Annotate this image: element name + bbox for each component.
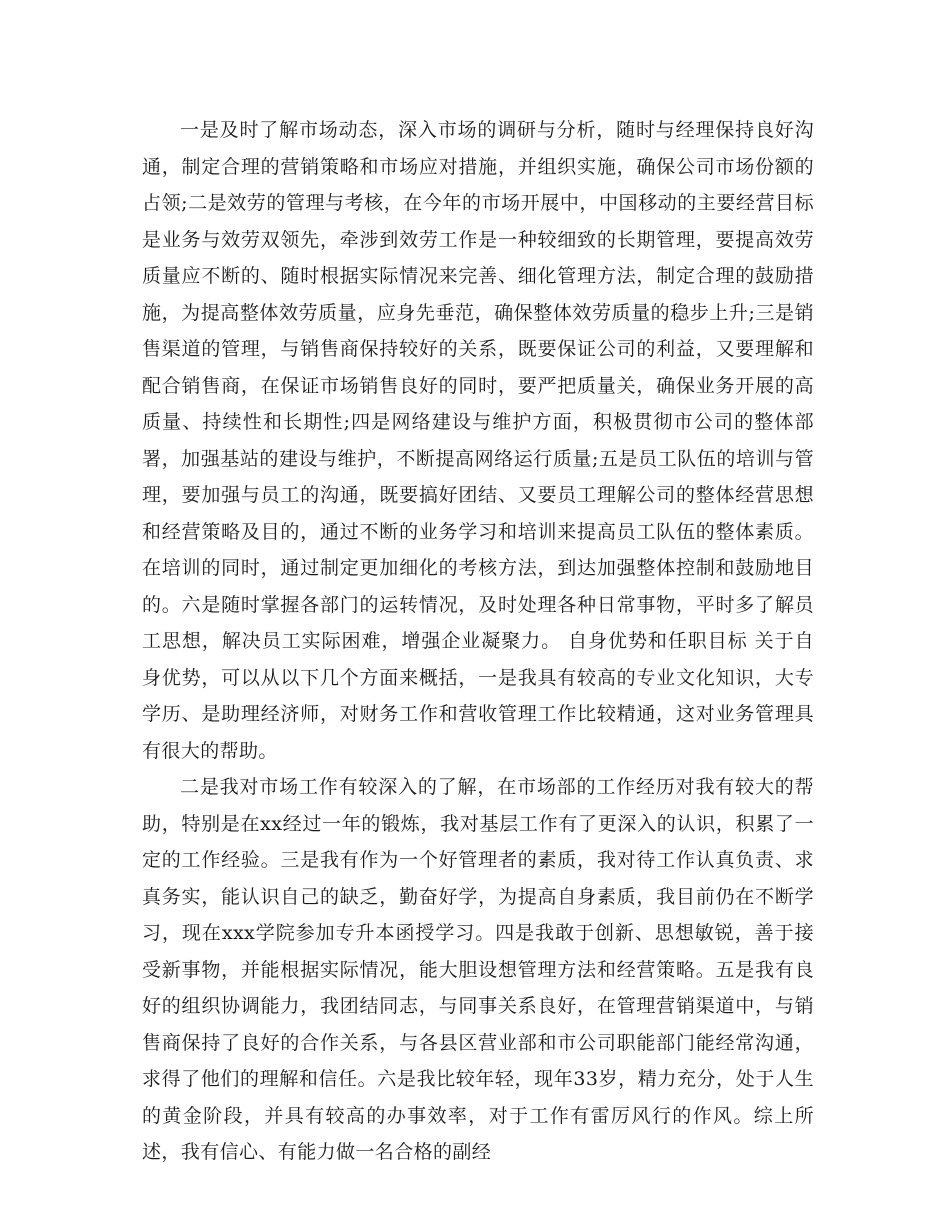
body-text [142,112,814,1171]
paragraph-1: 一是及时了解市场动态，深入市场的调研与分析，随时与经理保持良好沟通，制定合理的营销策略和市场应对措施，并组织实施，确保公司市场份额的占领;二是效劳的管理与考核，在今年的市场开展中，中国移动的主要经营目标是业务与效劳双领先，牵涉到效劳工作是一种较细致的长期管理，要提高效劳质量应不断的、随时根据实际情况来完善、细化管理方法，制定合理的鼓励措施，为提高整体效劳质量，应身先垂范，确保整体效劳质量的稳步上升;三是销售渠道的管理，与销售商保持较好的关系，既要保证公司的利益，又要理解和配合销售商，在保证市场销售良好的同时，要严把质量关，确保业务开展的高质量、持续性和长期性;四是网络建设与维护方面，积极贯彻市公司的整体部署，加强基站的建设与维护，不断提高网络运行质量;五是员工队伍的培训与管理，要加强与员工的沟通，既要搞好团结、又要员工理解公司的整体经营思想和经营策略及目的，通过不断的业务学习和培训来提高员工队伍的整体素质。在培训的同时，通过制定更加细化的考核方法，到达加强整体控制和鼓励地目的。六是随时掌握各部门的运转情况，及时处理各种日常事物，平时多了解员工思想，解决员工实际困难，增强企业凝聚力。 自身优势和任职目标 关于自身优势，可以从以下几个方面来概括，一是我具有较高的专业文化知识，大专学历、是助理经济师，对财务工作和营收管理工作比较精通，这对业务管理具有很大的帮助。 [142,119,814,762]
paragraph-2: 二是我对市场工作有较深入的了解，在市场部的工作经历对我有较大的帮助，特别是在xx经过一年的锻炼，我对基层工作有了更深入的认识，积累了一定的工作经验。三是我有作为一个好管理者的素质，我对待工作认真负责、求真务实，能认识自己的缺乏，勤奋好学，为提高自身素质，我目前仍在不断学习，现在xxx学院参加专升本函授学习。四是我敢于创新、思想敏锐，善于接受新事物，并能根据实际情况，能大胆设想管理方法和经营策略。五是我有良好的组织协调能力，我团结同志，与同事关系良好，在管理营销渠道中，与销售商保持了良好的合作关系，与各县区营业部和市公司职能部门能经常沟通，求得了他们的理解和信任。六是我比较年轻，现年33岁，精力充分，处于人生的黄金阶段，并具有较高的办事效率，对于工作有雷厉风行的作风。综上所述，我有信心、有能力做一名合格的副经 [142,776,814,1163]
